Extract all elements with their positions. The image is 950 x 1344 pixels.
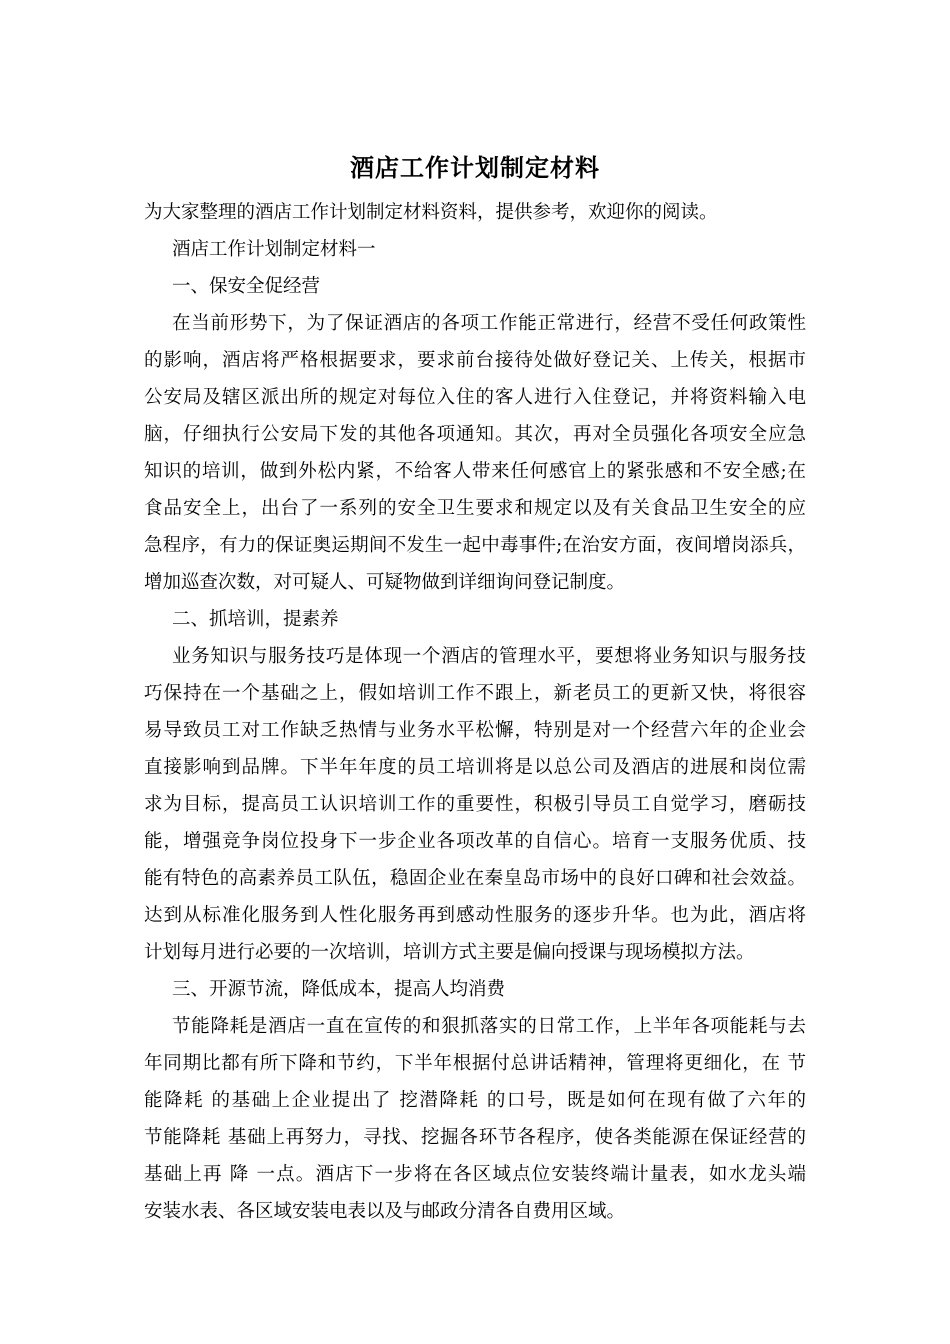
- text-line: 节能降耗 基础上再努力，寻找、挖掘各环节各程序，使各类能源在保证经营的: [144, 1127, 806, 1148]
- text-line: 安装水表、各区域安装电表以及与邮政分清各自费用区域。: [144, 1201, 626, 1222]
- text-line: 能降耗 的基础上企业提出了 挖潜降耗 的口号，既是如何在现有做了六年的: [144, 1090, 806, 1111]
- text-line: 增加巡查次数，对可疑人、可疑物做到详细询问登记制度。: [144, 572, 626, 593]
- text-line: 基础上再 降 一点。酒店下一步将在各区域点位安装终端计量表，如水龙头端: [144, 1164, 806, 1185]
- text-line: 巧保持在一个基础之上，假如培训工作不跟上，新老员工的更新又快，将很容: [144, 683, 806, 704]
- text-line: 易导致员工对工作缺乏热情与业务水平松懈，特别是对一个经营六年的企业会: [144, 720, 806, 741]
- text-line: 脑，仔细执行公安局下发的其他各项通知。其次，再对全员强化各项安全应急: [144, 424, 806, 445]
- text-line: 年同期比都有所下降和节约，下半年根据付总讲话精神，管理将更细化，在 节: [144, 1053, 806, 1074]
- document-title: 酒店工作计划制定材料: [350, 153, 600, 182]
- text-line: 计划每月进行必要的一次培训，培训方式主要是偏向授课与现场模拟方法。: [144, 942, 755, 963]
- text-line: 一、保安全促经营: [172, 276, 321, 297]
- text-line: 酒店工作计划制定材料一: [172, 239, 376, 260]
- document-body: [144, 194, 806, 1230]
- text-line: 食品安全上，出台了一系列的安全卫生要求和规定以及有关食品卫生安全的应: [144, 498, 806, 519]
- text-line: 能，增强竞争岗位投身下一步企业各项改革的自信心。培育一支服务优质、技: [144, 831, 806, 852]
- text-line: 能有特色的高素养员工队伍，稳固企业在秦皇岛市场中的良好口碑和社会效益。: [144, 868, 806, 889]
- text-line: 的影响，酒店将严格根据要求，要求前台接待处做好登记关、上传关，根据市: [144, 350, 806, 371]
- text-line: 直接影响到品牌。下半年年度的员工培训将是以总公司及酒店的进展和岗位需: [144, 757, 806, 778]
- text-line: 知识的培训，做到外松内紧，不给客人带来任何感官上的紧张感和不安全感;在: [144, 461, 806, 482]
- text-line: 急程序，有力的保证奥运期间不发生一起中毒事件;在治安方面，夜间增岗添兵，: [144, 535, 806, 556]
- text-line: 求为目标，提高员工认识培训工作的重要性，积极引导员工自觉学习，磨砺技: [144, 794, 806, 815]
- text-line: 业务知识与服务技巧是体现一个酒店的管理水平，要想将业务知识与服务技: [172, 646, 806, 667]
- text-line: 为大家整理的酒店工作计划制定材料资料，提供参考，欢迎你的阅读。: [144, 202, 718, 223]
- text-line: 二、抓培训，提素养: [172, 609, 339, 630]
- text-line: 公安局及辖区派出所的规定对每位入住的客人进行入住登记，并将资料输入电: [144, 387, 806, 408]
- text-line: 节能降耗是酒店一直在宣传的和狠抓落实的日常工作，上半年各项能耗与去: [172, 1016, 806, 1037]
- text-line: 三、开源节流，降低成本，提高人均消费: [172, 979, 506, 1000]
- text-line: 在当前形势下，为了保证酒店的各项工作能正常进行，经营不受任何政策性: [172, 313, 806, 334]
- text-line: 达到从标准化服务到人性化服务再到感动性服务的逐步升华。也为此，酒店将: [144, 905, 806, 926]
